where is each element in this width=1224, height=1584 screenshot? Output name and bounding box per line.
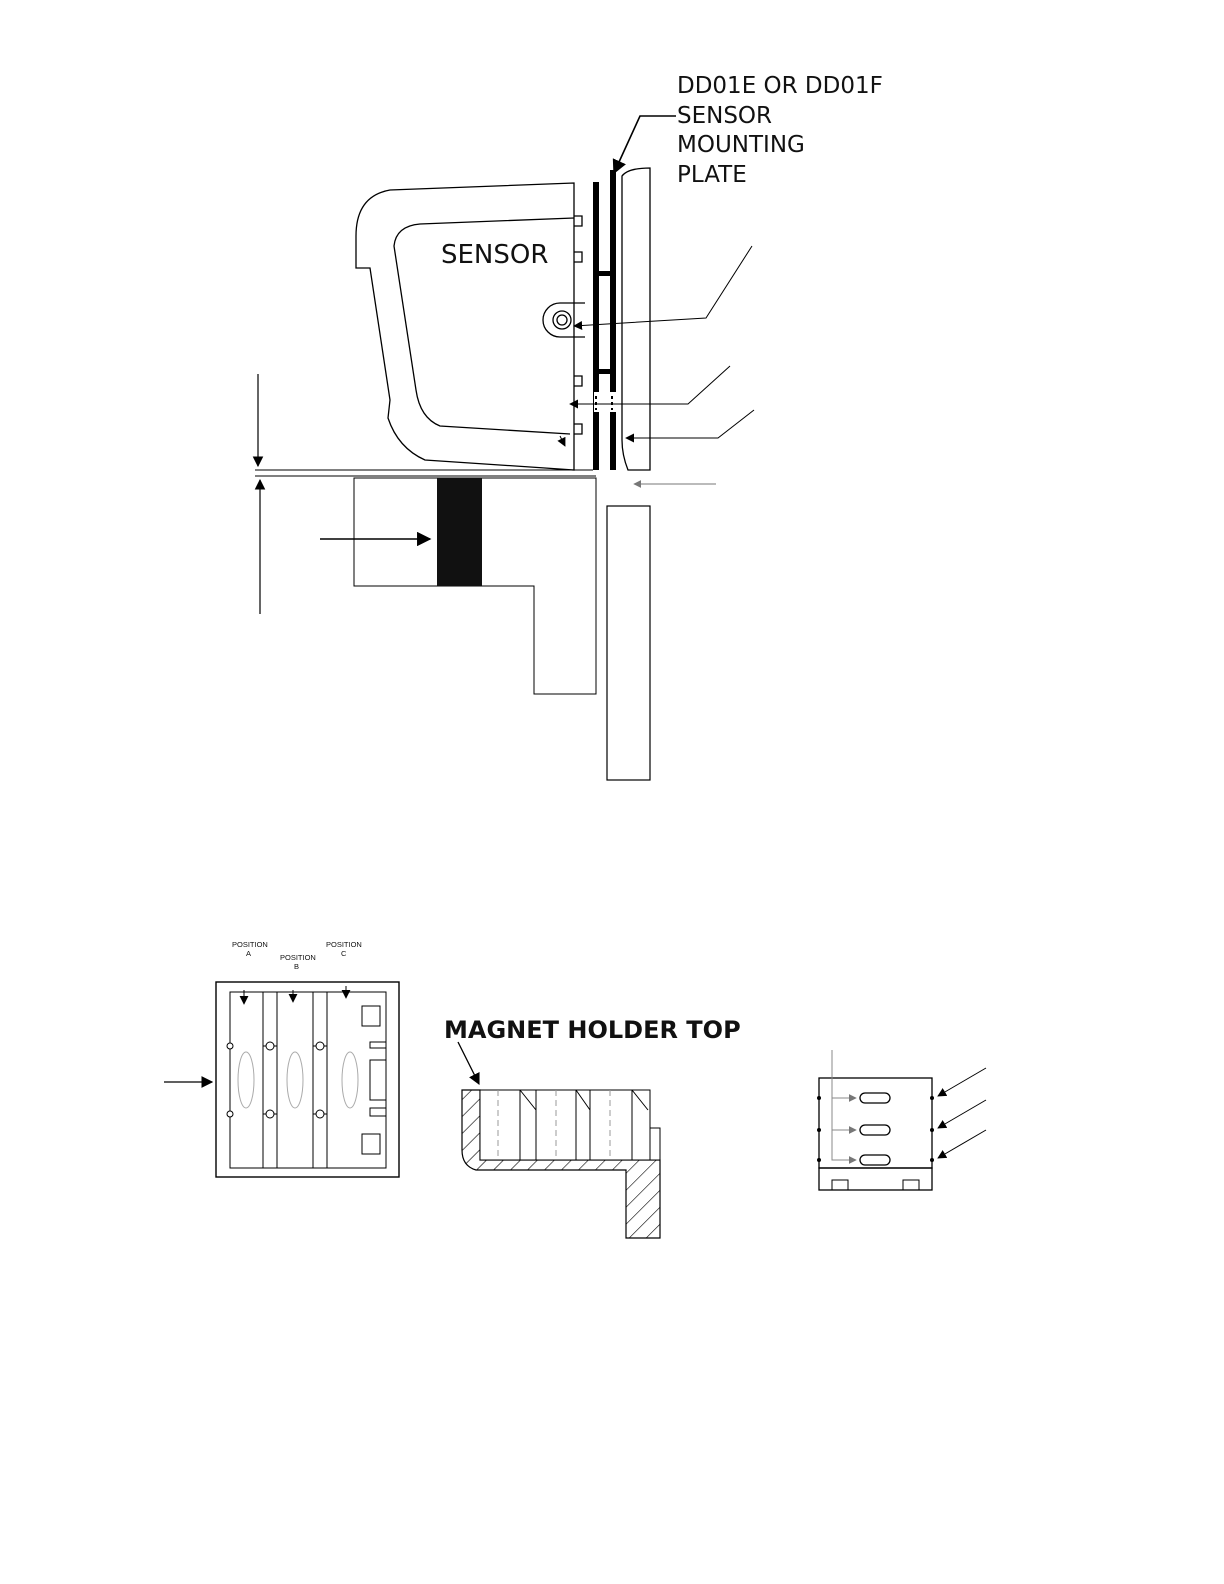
magnet-holder-top-view bbox=[164, 940, 399, 1177]
callout-leaders bbox=[560, 246, 754, 484]
mounting-plate bbox=[593, 170, 618, 470]
position-b-label: POSITION B bbox=[280, 953, 316, 971]
door-frame bbox=[607, 506, 650, 780]
position-a-label: POSITION A bbox=[232, 940, 268, 958]
magnet-holder-side-view bbox=[817, 1050, 986, 1190]
sensor-housing bbox=[356, 183, 585, 470]
sensor-label: SENSOR bbox=[441, 240, 549, 270]
magnet-holder-section bbox=[444, 1016, 741, 1238]
plate-label: DD01E OR DD01F SENSOR MOUNTING PLATE bbox=[677, 73, 883, 188]
plate-outer-bracket bbox=[622, 168, 650, 470]
magnet-holder-top-label: MAGNET HOLDER TOP bbox=[444, 1016, 741, 1044]
plate-leader-line bbox=[614, 116, 676, 173]
position-c-label: POSITION C bbox=[326, 940, 362, 958]
magnet bbox=[437, 478, 482, 586]
sensor-side-view bbox=[255, 73, 890, 780]
